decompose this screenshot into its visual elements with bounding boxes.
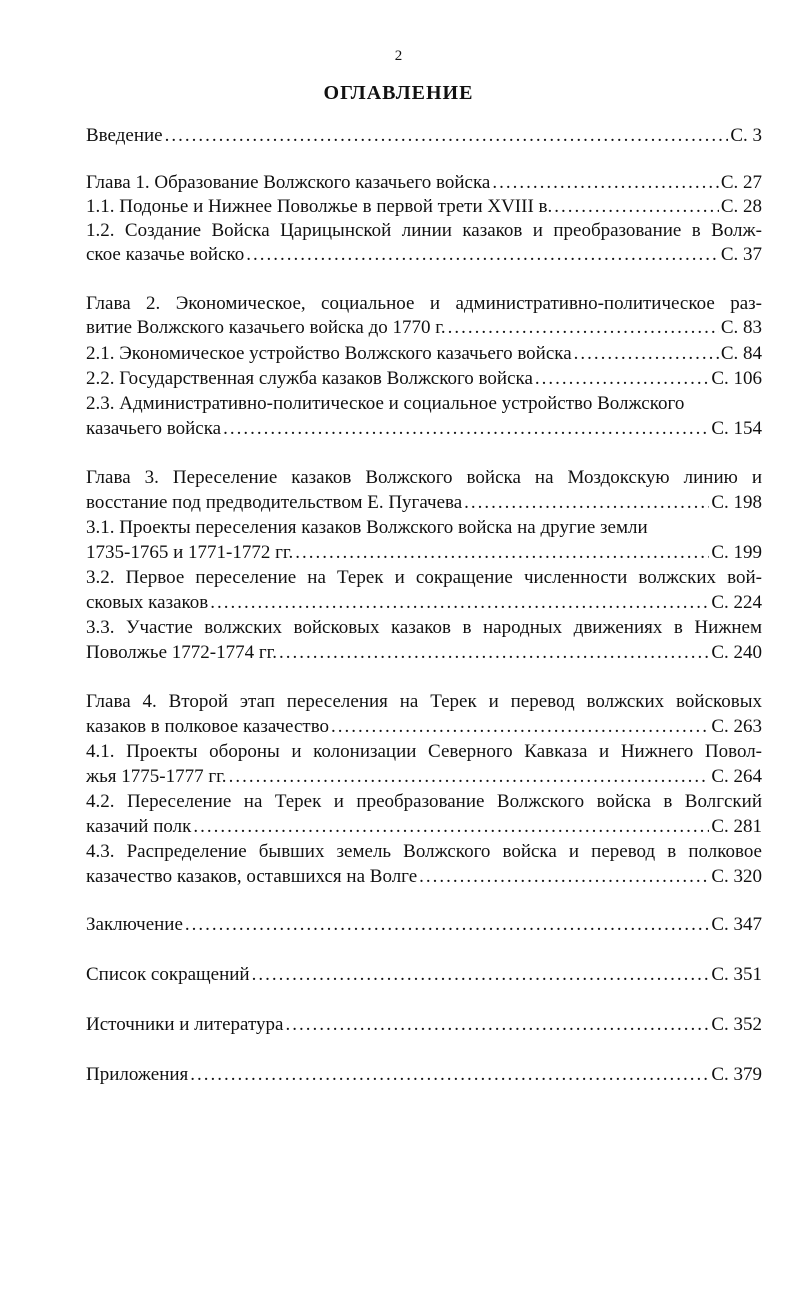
dot-leader: [419, 865, 709, 889]
toc-entry-page: С. 264: [711, 766, 762, 787]
toc-entry-text: жья 1775-1777 гг.: [86, 766, 227, 787]
toc-entry-page: С. 224: [711, 592, 762, 613]
dot-leader: [229, 765, 710, 789]
toc-entry-section-3-2-line1: 3.2. Первое переселение на Терек и сокращение численности волжских вой-: [86, 567, 762, 588]
page-number: 2: [394, 48, 403, 64]
toc-entry-page: С. 240: [711, 642, 762, 663]
toc-entry-section-1-2-line2: [86, 243, 762, 267]
toc-entry-text: ское казачье войско: [86, 244, 245, 265]
toc-entry-conclusion: [86, 913, 762, 937]
toc-entry-text: Список сокращений: [86, 964, 250, 985]
toc-entry-chapter-2-line2: [86, 316, 762, 340]
toc-entry-page: С. 154: [711, 418, 762, 439]
toc-entry-text: Глава 1. Образование Волжского казачьего войска: [86, 172, 491, 193]
toc-entry-page: С. 37: [720, 244, 762, 265]
toc-entry-page: С. 351: [711, 964, 762, 985]
dot-leader: [165, 124, 729, 148]
toc-entry-section-3-3-line2: [86, 641, 762, 665]
toc-entry-section-3-2-line2: [86, 591, 762, 615]
toc-entry-section-2-3-line2: [86, 417, 762, 441]
toc-entry-section-2-2: [86, 367, 762, 391]
toc-entry-page: С. 84: [720, 343, 762, 364]
toc-entry-page: С. 347: [711, 914, 762, 935]
toc-entry-section-4-1-line1: 4.1. Проекты обороны и колонизации Северного Кавказа и Нижнего Повол-: [86, 741, 762, 762]
toc-entry-text: казачий полк: [86, 816, 192, 837]
toc-entry-text: Введение: [86, 125, 163, 146]
toc-entry-page: С. 3: [730, 125, 762, 146]
toc-entry-section-4-2-line1: 4.2. Переселение на Терек и преобразование Волжского войска в Волгский: [86, 791, 762, 812]
toc-entry-section-2-1: [86, 342, 762, 366]
toc-entry-section-3-3-line1: 3.3. Участие волжских войсковых казаков в народных движениях в Нижнем: [86, 617, 762, 638]
toc-entry-text: 1.1. Подонье и Нижнее Поволжье в первой трети XVIII в.: [86, 196, 553, 217]
toc-entry-page: С. 28: [720, 196, 762, 217]
dot-leader: [448, 316, 719, 340]
toc-entry-text: 2.1. Экономическое устройство Волжского казачьего войска: [86, 343, 572, 364]
toc-entry-text: сковых казаков: [86, 592, 209, 613]
toc-entry-chapter-2-line1: Глава 2. Экономическое, социальное и административно-политическое раз-: [86, 293, 762, 314]
toc-entry-text: казаков в полковое казачество: [86, 716, 330, 737]
toc-entry-section-4-2-line2: [86, 815, 762, 839]
toc-entry-section-1-2-line1: 1.2. Создание Войска Царицынской линии казаков и преобразование в Волж-: [86, 220, 762, 241]
dot-leader: [535, 367, 709, 391]
toc-entry-section-1-1: [86, 195, 762, 219]
toc-entry-page: С. 83: [720, 317, 762, 338]
toc-entry-section-4-1-line2: [86, 765, 762, 789]
dot-leader: [185, 913, 709, 937]
dot-leader: [279, 641, 709, 665]
toc-entry-chapter-1: [86, 171, 762, 195]
toc-entry-text: 1735-1765 и 1771-1772 гг.: [86, 542, 294, 563]
dot-leader: [574, 342, 719, 366]
dot-leader: [331, 715, 709, 739]
toc-entry-chapter-3-line1: Глава 3. Переселение казаков Волжского войска на Моздокскую линию и: [86, 467, 762, 488]
toc-entry-page: С. 199: [711, 542, 762, 563]
toc-entry-text: казачество казаков, оставшихся на Волге: [86, 866, 418, 887]
toc-entry-text: Заключение: [86, 914, 183, 935]
toc-entry-text: Источники и литература: [86, 1014, 284, 1035]
toc-entry-page: С. 198: [711, 492, 762, 513]
toc-entry-chapter-4-line1: Глава 4. Второй этап переселения на Терек и перевод волжских войсковых: [86, 691, 762, 712]
toc-entry-section-3-1-line1: 3.1. Проекты переселения казаков Волжского войска на другие земли: [86, 517, 648, 538]
toc-entry-page: С. 263: [711, 716, 762, 737]
toc-entry-page: С. 379: [711, 1064, 762, 1085]
toc-entry-appendix: [86, 1063, 762, 1087]
toc-entry-intro: [86, 124, 762, 148]
toc-entry-section-3-1-line2: [86, 541, 762, 565]
toc-entry-text: витие Волжского казачьего войска до 1770 г.: [86, 317, 446, 338]
toc-entry-page: С. 106: [711, 368, 762, 389]
dot-leader: [246, 243, 719, 267]
toc-entry-section-4-3-line1: 4.3. Распределение бывших земель Волжского войска и перевод в полковое: [86, 841, 762, 862]
toc-entry-text: восстание под предводительством Е. Пугачева: [86, 492, 463, 513]
dot-leader: [210, 591, 709, 615]
toc-entry-text: Приложения: [86, 1064, 189, 1085]
dot-leader: [295, 541, 709, 565]
toc-entry-text: 2.2. Государственная служба казаков Волжского войска: [86, 368, 533, 389]
toc-entry-page: С. 281: [711, 816, 762, 837]
toc-entry-text: Поволжье 1772-1774 гг.: [86, 642, 278, 663]
toc-entry-sources: [86, 1013, 762, 1037]
toc-entry-page: С. 27: [720, 172, 762, 193]
dot-leader: [193, 815, 709, 839]
dot-leader: [252, 963, 710, 987]
toc-entry-abbreviations: [86, 963, 762, 987]
toc-entry-chapter-4-line2: [86, 715, 762, 739]
toc-entry-section-4-3-line2: [86, 865, 762, 889]
toc-entry-page: С. 320: [711, 866, 762, 887]
dot-leader: [223, 417, 709, 441]
toc-entry-chapter-3-line2: [86, 491, 762, 515]
dot-leader: [190, 1063, 709, 1087]
dot-leader: [464, 491, 709, 515]
dot-leader: [286, 1013, 710, 1037]
toc-entry-page: С. 352: [711, 1014, 762, 1035]
toc-entry-section-2-3-line1: 2.3. Административно-политическое и социальное устройство Волжского: [86, 393, 685, 414]
dot-leader: [492, 171, 718, 195]
dot-leader: [554, 195, 719, 219]
page-title: ОГЛАВЛЕНИЕ: [323, 82, 474, 104]
toc-entry-text: казачьего войска: [86, 418, 222, 439]
